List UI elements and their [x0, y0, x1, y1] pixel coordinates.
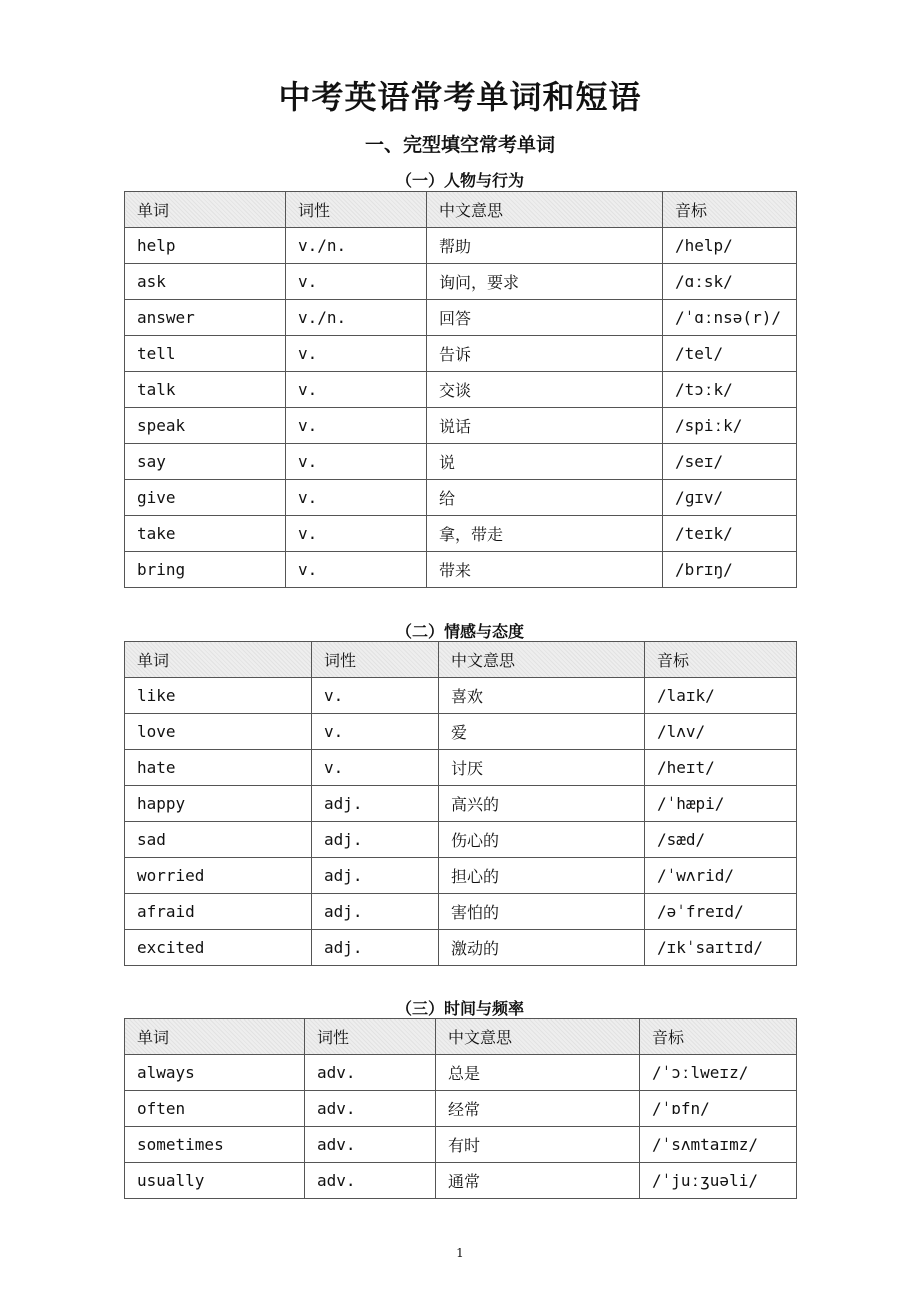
cell-word: always	[125, 1055, 305, 1091]
cell-part-of-speech: v.	[286, 552, 427, 588]
cell-word: worried	[125, 858, 312, 894]
cell-part-of-speech: v.	[312, 678, 439, 714]
cell-phonetic: /tɔːk/	[663, 372, 797, 408]
header-word: 单词	[125, 642, 312, 678]
cell-phonetic: /ˈhæpi/	[645, 786, 797, 822]
cell-part-of-speech: adv.	[305, 1055, 436, 1091]
cell-word: help	[125, 228, 286, 264]
table-caption-time-frequency: （三）时间与频率	[395, 999, 524, 1018]
table-row	[125, 336, 797, 372]
cell-phonetic: /laɪk/	[645, 678, 797, 714]
table-row	[125, 822, 797, 858]
cell-chinese-meaning: 担心的	[439, 858, 645, 894]
cell-part-of-speech: adv.	[305, 1127, 436, 1163]
cell-phonetic: /ˈɑːnsə(r)/	[663, 300, 797, 336]
cell-part-of-speech: v.	[286, 480, 427, 516]
cell-chinese-meaning: 讨厌	[439, 750, 645, 786]
cell-part-of-speech: adj.	[312, 858, 439, 894]
cell-word: answer	[125, 300, 286, 336]
cell-chinese-meaning: 通常	[436, 1163, 640, 1199]
table-row	[125, 678, 797, 714]
cell-phonetic: /ˈsʌmtaɪmz/	[640, 1127, 797, 1163]
table-row	[125, 1163, 797, 1199]
table-caption-emotions-attitudes: （二）情感与态度	[395, 622, 524, 641]
section-heading: 一、完型填空常考单词	[364, 134, 555, 156]
header-word: 单词	[125, 192, 286, 228]
table-row	[125, 264, 797, 300]
vocab-table-people-actions	[124, 191, 797, 588]
cell-phonetic: /əˈfreɪd/	[645, 894, 797, 930]
cell-word: talk	[125, 372, 286, 408]
cell-word: speak	[125, 408, 286, 444]
table-row	[125, 552, 797, 588]
cell-phonetic: /teɪk/	[663, 516, 797, 552]
cell-chinese-meaning: 告诉	[427, 336, 663, 372]
cell-chinese-meaning: 经常	[436, 1091, 640, 1127]
cell-part-of-speech: v.	[286, 444, 427, 480]
header-chinese-meaning: 中文意思	[436, 1019, 640, 1055]
cell-part-of-speech: v.	[312, 714, 439, 750]
cell-part-of-speech: adj.	[312, 786, 439, 822]
table-row	[125, 300, 797, 336]
cell-word: hate	[125, 750, 312, 786]
table-row	[125, 750, 797, 786]
cell-phonetic: /lʌv/	[645, 714, 797, 750]
cell-part-of-speech: v.	[286, 516, 427, 552]
cell-part-of-speech: adv.	[305, 1163, 436, 1199]
cell-chinese-meaning: 高兴的	[439, 786, 645, 822]
cell-chinese-meaning: 拿，带走	[427, 516, 663, 552]
table-header-row	[125, 1019, 797, 1055]
cell-part-of-speech: adj.	[312, 822, 439, 858]
cell-chinese-meaning: 总是	[436, 1055, 640, 1091]
cell-part-of-speech: v.	[312, 750, 439, 786]
table-row	[125, 228, 797, 264]
cell-part-of-speech: v.	[286, 336, 427, 372]
cell-word: love	[125, 714, 312, 750]
header-phonetic: 音标	[645, 642, 797, 678]
cell-phonetic: /seɪ/	[663, 444, 797, 480]
cell-chinese-meaning: 帮助	[427, 228, 663, 264]
header-part-of-speech: 词性	[286, 192, 427, 228]
cell-chinese-meaning: 说话	[427, 408, 663, 444]
table-row	[125, 894, 797, 930]
cell-part-of-speech: v.	[286, 372, 427, 408]
cell-chinese-meaning: 带来	[427, 552, 663, 588]
cell-phonetic: /ɪkˈsaɪtɪd/	[645, 930, 797, 966]
cell-chinese-meaning: 喜欢	[439, 678, 645, 714]
cell-chinese-meaning: 有时	[436, 1127, 640, 1163]
cell-phonetic: /tel/	[663, 336, 797, 372]
table-row	[125, 786, 797, 822]
header-phonetic: 音标	[640, 1019, 797, 1055]
cell-phonetic: /sæd/	[645, 822, 797, 858]
header-word: 单词	[125, 1019, 305, 1055]
table-row	[125, 1127, 797, 1163]
cell-word: usually	[125, 1163, 305, 1199]
table-row	[125, 444, 797, 480]
cell-word: excited	[125, 930, 312, 966]
table-header-row	[125, 642, 797, 678]
cell-word: often	[125, 1091, 305, 1127]
page-number: 1	[456, 1246, 464, 1260]
table-caption-people-actions: （一）人物与行为	[395, 171, 524, 190]
table-row	[125, 516, 797, 552]
cell-part-of-speech: v.	[286, 408, 427, 444]
vocab-table-emotions-attitudes	[124, 641, 797, 966]
document-title: 中考英语常考单词和短语	[278, 78, 642, 116]
cell-word: afraid	[125, 894, 312, 930]
header-chinese-meaning: 中文意思	[427, 192, 663, 228]
cell-phonetic: /ˈɒfn/	[640, 1091, 797, 1127]
table-row	[125, 372, 797, 408]
cell-part-of-speech: v./n.	[286, 228, 427, 264]
cell-chinese-meaning: 说	[427, 444, 663, 480]
cell-chinese-meaning: 爱	[439, 714, 645, 750]
cell-word: give	[125, 480, 286, 516]
cell-chinese-meaning: 交谈	[427, 372, 663, 408]
cell-phonetic: /spiːk/	[663, 408, 797, 444]
header-phonetic: 音标	[663, 192, 797, 228]
cell-word: happy	[125, 786, 312, 822]
cell-word: tell	[125, 336, 286, 372]
cell-chinese-meaning: 害怕的	[439, 894, 645, 930]
cell-phonetic: /ˈɔːlweɪz/	[640, 1055, 797, 1091]
table-row	[125, 714, 797, 750]
cell-part-of-speech: v.	[286, 264, 427, 300]
cell-word: sad	[125, 822, 312, 858]
table-row	[125, 1055, 797, 1091]
cell-word: ask	[125, 264, 286, 300]
header-chinese-meaning: 中文意思	[439, 642, 645, 678]
cell-chinese-meaning: 给	[427, 480, 663, 516]
table-row	[125, 930, 797, 966]
cell-chinese-meaning: 伤心的	[439, 822, 645, 858]
cell-phonetic: /heɪt/	[645, 750, 797, 786]
cell-part-of-speech: adv.	[305, 1091, 436, 1127]
table-row	[125, 1091, 797, 1127]
cell-part-of-speech: adj.	[312, 894, 439, 930]
cell-chinese-meaning: 回答	[427, 300, 663, 336]
cell-word: sometimes	[125, 1127, 305, 1163]
cell-phonetic: /ˈjuːʒuəli/	[640, 1163, 797, 1199]
table-row	[125, 858, 797, 894]
table-header-row	[125, 192, 797, 228]
cell-chinese-meaning: 询问，要求	[427, 264, 663, 300]
cell-word: like	[125, 678, 312, 714]
cell-word: take	[125, 516, 286, 552]
cell-phonetic: /brɪŋ/	[663, 552, 797, 588]
cell-phonetic: /ˈwʌrid/	[645, 858, 797, 894]
header-part-of-speech: 词性	[305, 1019, 436, 1055]
table-row	[125, 408, 797, 444]
cell-phonetic: /ɑːsk/	[663, 264, 797, 300]
table-row	[125, 480, 797, 516]
cell-part-of-speech: v./n.	[286, 300, 427, 336]
header-part-of-speech: 词性	[312, 642, 439, 678]
cell-chinese-meaning: 激动的	[439, 930, 645, 966]
cell-phonetic: /ɡɪv/	[663, 480, 797, 516]
vocab-table-time-frequency	[124, 1018, 797, 1199]
cell-part-of-speech: adj.	[312, 930, 439, 966]
cell-word: bring	[125, 552, 286, 588]
cell-phonetic: /help/	[663, 228, 797, 264]
cell-word: say	[125, 444, 286, 480]
